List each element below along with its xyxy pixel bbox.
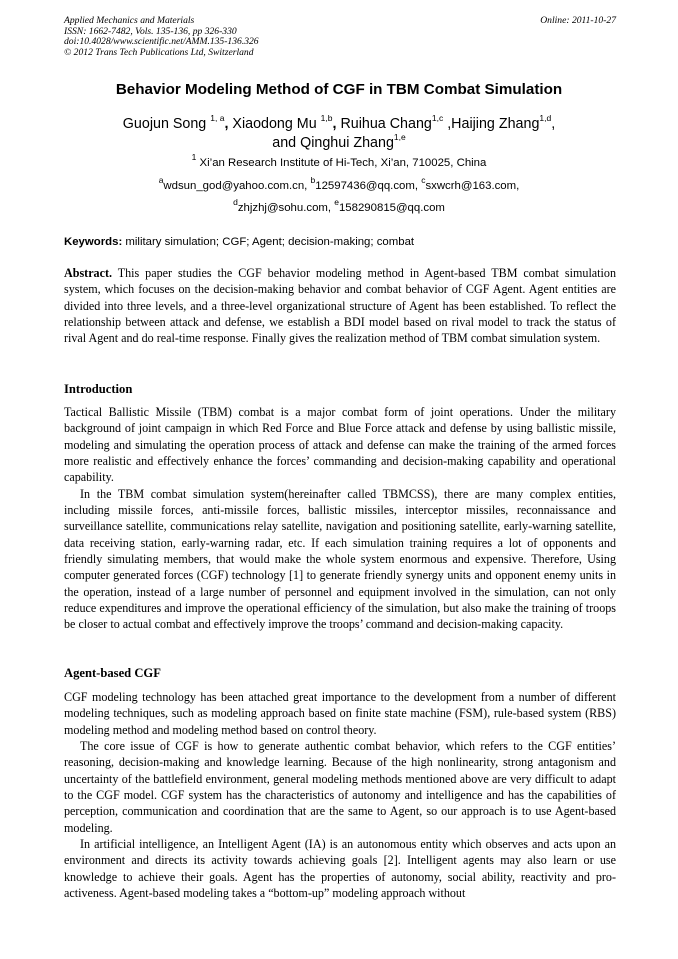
abstract bbox=[64, 265, 616, 347]
author-line-2 bbox=[40, 134, 638, 153]
author-affil-sup: 1,d bbox=[539, 113, 552, 124]
author-affil-sup: 1, a bbox=[210, 113, 225, 124]
author-affil-sup: 1,b bbox=[320, 113, 333, 124]
author-line-1: Guojun Song $^{1, a}$, Xiaodong Mu $^{1,b}$, Ruihua Chang$^{1,c}$ ,Haijing Zhang$^{1,d}$, bbox=[122, 113, 556, 132]
body-paragraph: CGF modeling technology has been attached great importance to the development from a number of different modeling techniques, such as modeling approach based on finite state machine (FSM), rule-based system (RBS) modeling method and modeling method based on control theory. bbox=[64, 690, 616, 737]
email-line-1 bbox=[40, 175, 638, 193]
keywords bbox=[64, 236, 616, 248]
body-paragraph: In the TBM combat simulation system(hereinafter called TBMCSS), there are many complex entities, including missile forces, anti-missile forces, ballistic missiles, interceptor missiles, reconnaissance and surveillance satellite, communications relay satellite, navigation and positioning satellite, early-warning satellite, data receiving station, early-warning radar, etc. If each simulation training requires a lot of opponents and friendly simulating members, that would make the whole system enormous and expensive. Therefore, Using computer generated forces (CGF) technology [1] to generate friendly synergy units and opponent enemy units in the operation, instead of a large number of personnel and equipment involved in the simulation, can not only reduce expenditures and improve the operational efficiency of the simulation, but also make the training of troops be closer to actual combat and effectively improve the troops’ command and decision-making capacity. bbox=[64, 486, 616, 632]
affiliation-text: Xi’an Research Institute of Hi-Tech, Xi’an, 710025, China bbox=[199, 157, 487, 169]
body-paragraph: In artificial intelligence, an Intelligent Agent (IA) is an autonomous entity which observes and acts upon an environment and directs its activity towards achieving goals [2]. Intelligent agents may also learn or use knowledge to achieve their goals. Agent has the properties of autonomy, social ability, reactivity and pro-activeness. Agent-based modeling takes a “bottom-up” modeling approach without bbox=[64, 837, 616, 901]
copyright-line: © 2012 Trans Tech Publications Ltd, Switzerland bbox=[64, 46, 254, 58]
affiliation-sup: 1 bbox=[191, 152, 197, 163]
email-address: wdsun_god@yahoo.com.cn, bbox=[163, 180, 308, 192]
paper-title: Behavior Modeling Method of CGF in TBM Combat Simulation bbox=[115, 81, 563, 98]
abstract-label: Abstract. bbox=[64, 266, 113, 280]
online-date: Online: 2011-10-27 bbox=[540, 15, 616, 26]
body-paragraph: Tactical Ballistic Missile (TBM) combat is a major combat form of joint operations. Under the military background of joint campaign in which Red Force and Blue Force attack and defense by using ballistic missile, modeling and simulating the operation process of attack and defense can make the training of the armed forces more realistic and effectively enhance the forces’ commanding and decision-making capability and operational capability. bbox=[64, 405, 616, 485]
author-affil-sup: 1,c bbox=[431, 113, 444, 124]
email-address: 158290815@qq.com bbox=[338, 202, 445, 214]
issn-line: ISSN: 1662-7482, Vols. 135-136, pp 326-330 bbox=[64, 25, 237, 37]
introduction-body bbox=[64, 404, 616, 633]
email-line-2 bbox=[40, 197, 638, 215]
email-sup: a bbox=[158, 175, 164, 186]
email-sup: e bbox=[334, 197, 339, 208]
author-name: Ruihua Chang bbox=[340, 116, 432, 132]
author-name: Haijing Zhang bbox=[451, 116, 540, 132]
author-list bbox=[40, 115, 638, 153]
email-address: zhjzhj@sohu.com, bbox=[237, 202, 332, 214]
agent-based-cgf-body bbox=[64, 689, 616, 901]
author-affil-sup: 1,e bbox=[393, 132, 406, 143]
author-name: Xiaodong Mu bbox=[232, 116, 317, 132]
abstract-paragraph bbox=[64, 265, 616, 347]
section-heading-introduction: Introduction bbox=[64, 382, 133, 396]
email-sup: d bbox=[233, 197, 238, 208]
author-name: Guojun Song bbox=[122, 116, 207, 132]
keywords-label: Keywords: bbox=[64, 236, 123, 248]
email-sup: c bbox=[421, 175, 426, 186]
doi-line: doi:10.4028/www.scientific.net/AMM.135-136.326 bbox=[64, 36, 259, 47]
author-name: Qinghui Zhang bbox=[300, 135, 394, 151]
email-address: sxwcrh@163.com, bbox=[425, 180, 520, 192]
body-paragraph: The core issue of CGF is how to generate authentic combat behavior, which refers to the CGF entities’ reasoning, decision-making and knowledge learning. Because of the high nonlinearity, strong antagonism and uncertainty of the battlefield environment, general modeling methods mentioned above are very difficult to adapt to the CGF model. CGF system has the characteristics of autonomy and intelligence and has the capabilities of perception, communication and coordination that are the same to Agent, so our approach is to use Agent-based modeling. bbox=[64, 739, 616, 835]
email-sup: b bbox=[310, 175, 316, 186]
abstract-text: This paper studies the CGF behavior modeling method in Agent-based TBM combat simulation system, which focuses on the decision-making behavior and combat behavior of CGF Agent. Agent entities are divided into three levels, and a three-level organizational structure of Agent has been established. To reflect the relationship between attack and defense, we establish a BDI model based on rival model to track the status of rival Agent and do real-time response. Finally gives the realization method of TBM combat simulation system. bbox=[64, 266, 616, 346]
email-address: 12597436@qq.com, bbox=[315, 180, 419, 192]
journal-name: Applied Mechanics and Materials bbox=[64, 15, 195, 26]
section-heading-agent-based-cgf: Agent-based CGF bbox=[64, 666, 161, 680]
journal-header bbox=[64, 16, 616, 58]
keywords-text: military simulation; CGF; Agent; decision-making; combat bbox=[125, 236, 415, 248]
and-word: and bbox=[272, 135, 297, 151]
affiliation bbox=[40, 152, 638, 170]
